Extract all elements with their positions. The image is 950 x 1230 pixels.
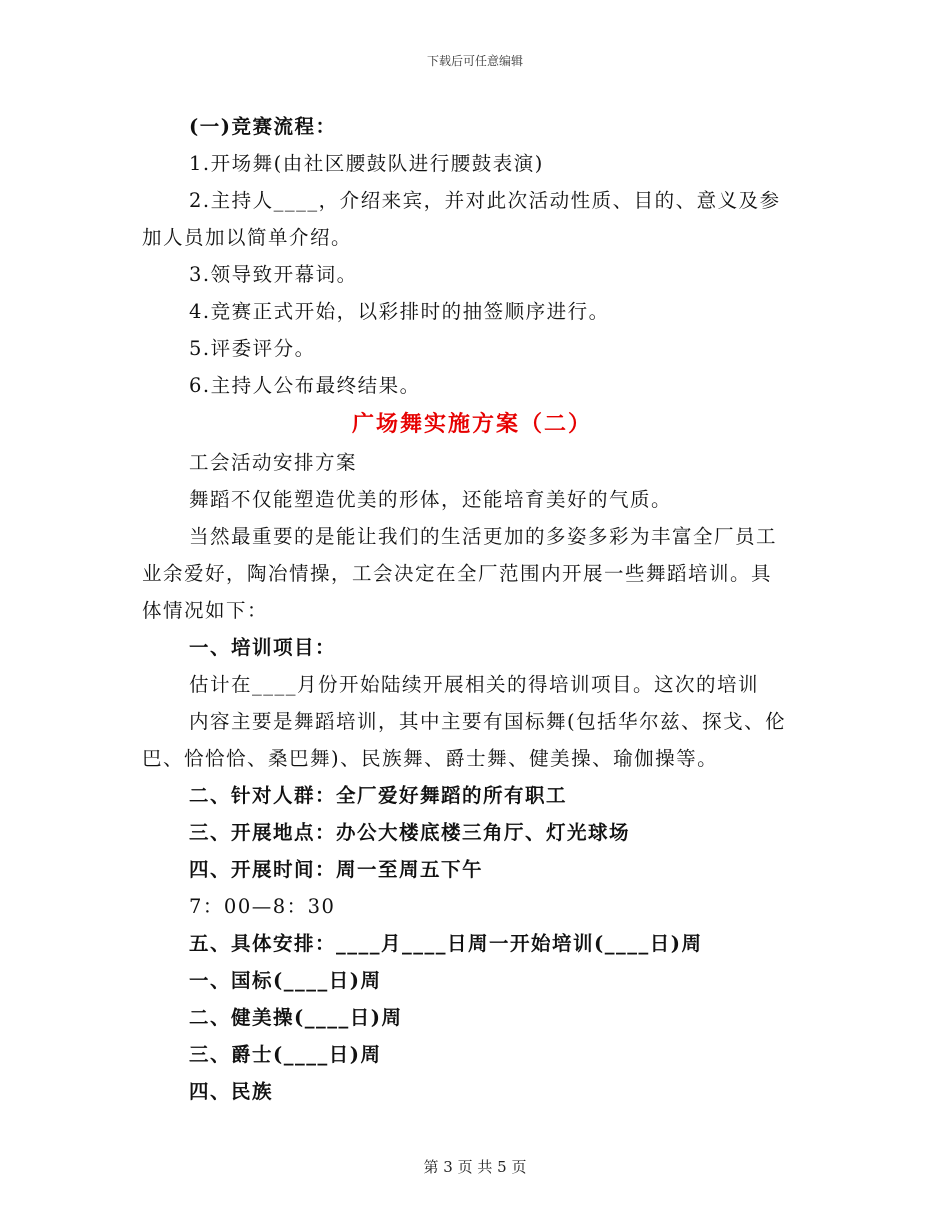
text-line: (一)竞赛流程： <box>189 115 337 138</box>
text-line: 7：00—8：30 <box>189 895 336 918</box>
text-line: 内容主要是舞蹈培训，其中主要有国标舞(包括华尔兹、探戈、伦 <box>189 710 787 733</box>
text-line: 估计在____月份开始陆续开展相关的得培训项目。这次的培训 <box>189 673 760 696</box>
document-body <box>142 108 802 1110</box>
text-line: 当然最重要的是能让我们的生活更加的多姿多彩为丰富全厂员工 <box>189 525 778 548</box>
text-line: 三、开展地点：办公大楼底楼三角厅、灯光球场 <box>189 821 631 844</box>
page-footer: 第 3 页 共 5 页 <box>423 1158 527 1176</box>
text-line: 巴、恰恰恰、桑巴舞)、民族舞、爵士舞、健美操、瑜伽操等。 <box>142 747 719 770</box>
text-line: 二、针对人群：全厂爱好舞蹈的所有职工 <box>189 784 568 807</box>
text-line: 5.评委评分。 <box>189 337 316 360</box>
text-line: 五、具体安排：____月____日周一开始培训(____日)周 <box>189 932 703 955</box>
text-line: 一、培训项目： <box>189 636 337 659</box>
text-line: 体情况如下： <box>142 599 269 622</box>
text-line: 加人员加以简单介绍。 <box>142 226 353 249</box>
text-line: 1.开场舞(由社区腰鼓队进行腰鼓表演) <box>189 152 544 175</box>
text-line: 业余爱好，陶冶情操，工会决定在全厂范围内开展一些舞蹈培训。具 <box>142 562 773 585</box>
text-line: 四、开展时间：周一至周五下午 <box>189 858 484 881</box>
section-title: 广场舞实施方案（二） <box>351 411 592 437</box>
page-header: 下载后可任意编辑 <box>426 54 523 68</box>
text-line: 舞蹈不仅能塑造优美的形体，还能培育美好的气质。 <box>189 488 673 511</box>
text-line: 4.竞赛正式开始，以彩排时的抽签顺序进行。 <box>189 300 610 323</box>
text-line: 一、国标(____日)周 <box>189 969 382 992</box>
text-line: 工会活动安排方案 <box>189 451 358 474</box>
text-line: 3.领导致开幕词。 <box>189 263 358 286</box>
text-line: 2.主持人____，介绍来宾，并对此次活动性质、目的、意义及参 <box>189 189 781 212</box>
text-line: 二、健美操(____日)周 <box>189 1006 403 1029</box>
text-line: 四、民族 <box>189 1080 274 1103</box>
text-line: 三、爵士(____日)周 <box>189 1043 382 1066</box>
text-line: 6.主持人公布最终结果。 <box>189 374 421 397</box>
